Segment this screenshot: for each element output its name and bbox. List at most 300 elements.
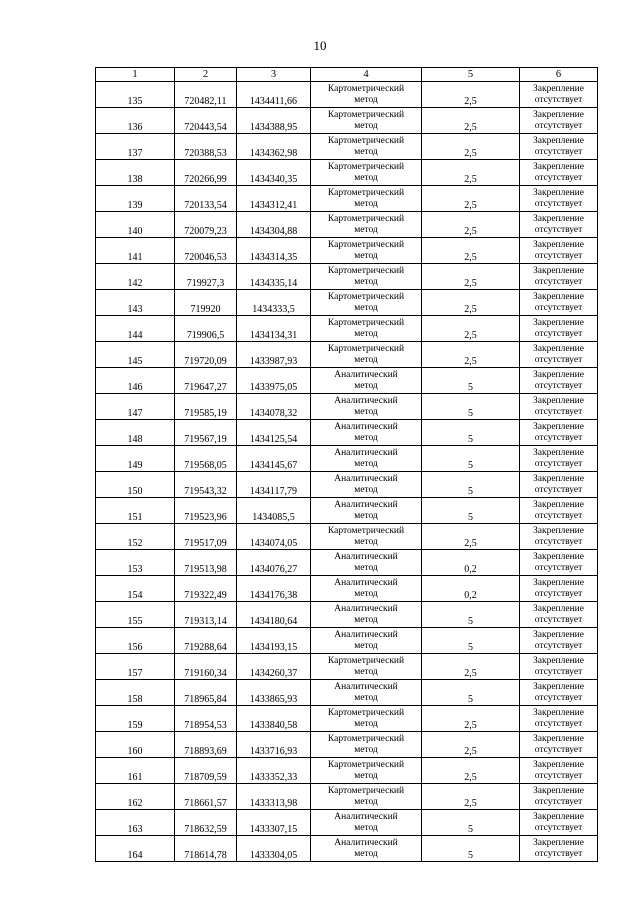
point-number-cell: 162 [96,784,175,810]
y-coordinate-cell: 1433987,93 [237,342,311,368]
method-line-1: Картометрический [327,733,405,744]
fixing-line-2: отсутствует [534,250,583,261]
y-coordinate-cell: 1434176,38 [237,576,311,602]
fixing-line-1: Закрепление [533,213,584,224]
table-row [96,108,598,134]
point-number-cell: 163 [96,810,175,836]
y-coordinate-cell: 1434078,32 [237,394,311,420]
fixing-cell [520,706,598,732]
method-cell [311,108,422,134]
fixing-cell [520,160,598,186]
method-line-1: Аналитический [334,629,398,640]
method-line-2: метод [354,822,378,833]
table-row [96,498,598,524]
y-coordinate-cell: 1434335,14 [237,264,311,290]
fixing-cell [520,342,598,368]
y-coordinate-cell: 1433304,05 [237,836,311,862]
x-coordinate-cell: 719517,09 [175,524,237,550]
table-row [96,134,598,160]
table-row [96,784,598,810]
accuracy-cell: 2,5 [422,342,520,368]
method-line-2: метод [354,562,378,573]
point-number-cell: 157 [96,654,175,680]
x-coordinate-cell: 719567,19 [175,420,237,446]
fixing-cell [520,758,598,784]
method-line-1: Аналитический [334,837,398,848]
y-coordinate-cell: 1434312,41 [237,186,311,212]
y-coordinate-cell: 1433313,98 [237,784,311,810]
fixing-line-1: Закрепление [533,447,584,458]
method-line-2: метод [354,198,378,209]
method-cell [311,394,422,420]
point-number-cell: 148 [96,420,175,446]
fixing-line-1: Закрепление [533,369,584,380]
method-line-1: Картометрический [327,343,405,354]
fixing-cell [520,212,598,238]
method-line-1: Аналитический [334,369,398,380]
y-coordinate-cell: 1433307,15 [237,810,311,836]
fixing-line-2: отсутствует [534,848,583,859]
y-coordinate-cell: 1433865,93 [237,680,311,706]
table-row [96,212,598,238]
fixing-line-2: отсутствует [534,94,583,105]
fixing-cell [520,290,598,316]
fixing-line-1: Закрепление [533,265,584,276]
point-number-cell: 147 [96,394,175,420]
accuracy-cell: 5 [422,498,520,524]
method-line-1: Картометрический [327,525,405,536]
method-cell [311,82,422,108]
method-cell [311,680,422,706]
accuracy-cell: 2,5 [422,160,520,186]
y-coordinate-cell: 1434362,98 [237,134,311,160]
method-line-2: метод [354,380,378,391]
accuracy-cell: 2,5 [422,316,520,342]
x-coordinate-cell: 719927,3 [175,264,237,290]
fixing-cell [520,602,598,628]
table-row [96,758,598,784]
method-line-2: метод [354,536,378,547]
x-coordinate-cell: 719288,64 [175,628,237,654]
method-cell [311,264,422,290]
x-coordinate-cell: 719906,5 [175,316,237,342]
fixing-line-1: Закрепление [533,343,584,354]
method-line-1: Аналитический [334,473,398,484]
method-line-2: метод [354,640,378,651]
accuracy-cell: 5 [422,628,520,654]
fixing-cell [520,550,598,576]
x-coordinate-cell: 719720,09 [175,342,237,368]
x-coordinate-cell: 720079,23 [175,212,237,238]
page-number: 10 [313,38,327,53]
table-row [96,446,598,472]
point-number-cell: 152 [96,524,175,550]
point-number-cell: 151 [96,498,175,524]
fixing-line-2: отсутствует [534,796,583,807]
fixing-line-1: Закрепление [533,655,584,666]
table-row [96,836,598,862]
table-row [96,472,598,498]
x-coordinate-cell: 719920 [175,290,237,316]
method-line-1: Аналитический [334,395,398,406]
fixing-line-2: отсутствует [534,328,583,339]
x-coordinate-cell: 720482,11 [175,82,237,108]
fixing-line-2: отсутствует [534,588,583,599]
table-body [96,82,598,862]
accuracy-cell: 2,5 [422,264,520,290]
method-cell [311,238,422,264]
column-header-2: 2 [175,68,237,82]
fixing-cell [520,732,598,758]
accuracy-cell: 5 [422,446,520,472]
x-coordinate-cell: 719322,49 [175,576,237,602]
method-line-1: Картометрический [327,759,405,770]
method-line-2: метод [354,354,378,365]
method-cell [311,446,422,472]
method-line-2: метод [354,224,378,235]
table-row [96,290,598,316]
table-row [96,550,598,576]
method-line-1: Картометрический [327,213,405,224]
x-coordinate-cell: 718709,59 [175,758,237,784]
method-cell [311,602,422,628]
table-row [96,576,598,602]
fixing-cell [520,420,598,446]
method-line-2: метод [354,328,378,339]
point-number-cell: 161 [96,758,175,784]
fixing-line-1: Закрепление [533,239,584,250]
method-line-1: Аналитический [334,681,398,692]
fixing-line-1: Закрепление [533,473,584,484]
table-row [96,628,598,654]
method-cell [311,342,422,368]
fixing-line-2: отсутствует [534,224,583,235]
table-row [96,524,598,550]
method-cell [311,472,422,498]
x-coordinate-cell: 719160,34 [175,654,237,680]
method-cell [311,524,422,550]
point-number-cell: 136 [96,108,175,134]
table-row [96,316,598,342]
method-cell [311,498,422,524]
point-number-cell: 142 [96,264,175,290]
method-line-2: метод [354,146,378,157]
method-line-1: Картометрический [327,161,405,172]
accuracy-cell: 5 [422,394,520,420]
method-cell [311,784,422,810]
y-coordinate-cell: 1434134,31 [237,316,311,342]
y-coordinate-cell: 1434145,67 [237,446,311,472]
point-number-cell: 139 [96,186,175,212]
y-coordinate-cell: 1433975,05 [237,368,311,394]
fixing-cell [520,108,598,134]
method-line-1: Аналитический [334,551,398,562]
fixing-line-1: Закрепление [533,785,584,796]
point-number-cell: 140 [96,212,175,238]
fixing-cell [520,784,598,810]
fixing-line-1: Закрепление [533,603,584,614]
table-row [96,420,598,446]
fixing-line-2: отсутствует [534,484,583,495]
method-cell [311,316,422,342]
point-number-cell: 141 [96,238,175,264]
method-cell [311,810,422,836]
accuracy-cell: 2,5 [422,134,520,160]
accuracy-cell: 2,5 [422,654,520,680]
fixing-line-1: Закрепление [533,499,584,510]
method-line-2: метод [354,276,378,287]
point-number-cell: 153 [96,550,175,576]
fixing-cell [520,576,598,602]
accuracy-cell: 5 [422,680,520,706]
fixing-line-1: Закрепление [533,291,584,302]
fixing-line-2: отсутствует [534,640,583,651]
fixing-line-2: отсутствует [534,562,583,573]
point-number-cell: 160 [96,732,175,758]
fixing-line-1: Закрепление [533,681,584,692]
method-line-2: метод [354,120,378,131]
method-cell [311,628,422,654]
fixing-cell [520,498,598,524]
method-line-2: метод [354,302,378,313]
fixing-line-2: отсутствует [534,276,583,287]
y-coordinate-cell: 1434117,79 [237,472,311,498]
fixing-cell [520,368,598,394]
y-coordinate-cell: 1433716,93 [237,732,311,758]
fixing-line-1: Закрепление [533,109,584,120]
fixing-cell [520,264,598,290]
fixing-line-1: Закрепление [533,525,584,536]
y-coordinate-cell: 1434333,5 [237,290,311,316]
fixing-line-2: отсутствует [534,380,583,391]
x-coordinate-cell: 718661,57 [175,784,237,810]
x-coordinate-cell: 718893,69 [175,732,237,758]
fixing-line-2: отсутствует [534,744,583,755]
table-row [96,706,598,732]
fixing-line-2: отсутствует [534,614,583,625]
table-row [96,160,598,186]
accuracy-cell: 5 [422,836,520,862]
x-coordinate-cell: 720443,54 [175,108,237,134]
x-coordinate-cell: 719568,05 [175,446,237,472]
point-number-cell: 156 [96,628,175,654]
accuracy-cell: 2,5 [422,108,520,134]
method-cell [311,160,422,186]
point-number-cell: 155 [96,602,175,628]
fixing-cell [520,238,598,264]
table-row [96,238,598,264]
point-number-cell: 146 [96,368,175,394]
accuracy-cell: 2,5 [422,186,520,212]
accuracy-cell: 2,5 [422,784,520,810]
method-line-1: Аналитический [334,603,398,614]
method-line-2: метод [354,770,378,781]
y-coordinate-cell: 1434411,66 [237,82,311,108]
method-cell [311,836,422,862]
method-cell [311,706,422,732]
column-header-1: 1 [96,68,175,82]
x-coordinate-cell: 718614,78 [175,836,237,862]
method-line-2: метод [354,796,378,807]
accuracy-cell: 5 [422,810,520,836]
fixing-cell [520,82,598,108]
method-line-1: Картометрический [327,265,405,276]
fixing-cell [520,472,598,498]
x-coordinate-cell: 719585,19 [175,394,237,420]
method-cell [311,186,422,212]
fixing-line-1: Закрепление [533,161,584,172]
fixing-line-2: отсутствует [534,666,583,677]
table-row [96,264,598,290]
method-line-2: метод [354,744,378,755]
x-coordinate-cell: 719543,32 [175,472,237,498]
fixing-cell [520,316,598,342]
accuracy-cell: 2,5 [422,732,520,758]
fixing-line-1: Закрепление [533,187,584,198]
method-line-2: метод [354,614,378,625]
method-cell [311,290,422,316]
method-line-2: метод [354,432,378,443]
fixing-line-2: отсутствует [534,198,583,209]
fixing-line-2: отсутствует [534,822,583,833]
method-line-2: метод [354,484,378,495]
fixing-cell [520,680,598,706]
fixing-cell [520,446,598,472]
accuracy-cell: 5 [422,602,520,628]
y-coordinate-cell: 1434076,27 [237,550,311,576]
method-line-1: Аналитический [334,811,398,822]
method-line-1: Картометрический [327,655,405,666]
x-coordinate-cell: 720046,53 [175,238,237,264]
fixing-cell [520,134,598,160]
table-header-row [96,68,598,82]
method-cell [311,420,422,446]
method-line-2: метод [354,588,378,599]
method-line-2: метод [354,458,378,469]
method-cell [311,576,422,602]
point-number-cell: 150 [96,472,175,498]
y-coordinate-cell: 1434074,05 [237,524,311,550]
x-coordinate-cell: 719647,27 [175,368,237,394]
table-row [96,732,598,758]
fixing-line-2: отсутствует [534,510,583,521]
fixing-line-1: Закрепление [533,317,584,328]
table-row [96,368,598,394]
method-line-2: метод [354,692,378,703]
fixing-line-1: Закрепление [533,395,584,406]
fixing-line-1: Закрепление [533,629,584,640]
x-coordinate-cell: 718954,53 [175,706,237,732]
point-number-cell: 159 [96,706,175,732]
fixing-line-2: отсутствует [534,146,583,157]
fixing-cell [520,836,598,862]
y-coordinate-cell: 1434340,35 [237,160,311,186]
x-coordinate-cell: 718632,59 [175,810,237,836]
method-line-1: Картометрический [327,239,405,250]
accuracy-cell: 2,5 [422,212,520,238]
accuracy-cell: 0,2 [422,550,520,576]
method-line-1: Аналитический [334,499,398,510]
method-line-1: Картометрический [327,135,405,146]
fixing-line-2: отсутствует [534,692,583,703]
fixing-cell [520,654,598,680]
fixing-line-2: отсутствует [534,406,583,417]
y-coordinate-cell: 1434304,88 [237,212,311,238]
accuracy-cell: 2,5 [422,238,520,264]
table-row [96,186,598,212]
x-coordinate-cell: 718965,84 [175,680,237,706]
fixing-cell [520,628,598,654]
method-line-1: Картометрический [327,317,405,328]
fixing-cell [520,394,598,420]
method-line-1: Картометрический [327,187,405,198]
accuracy-cell: 5 [422,472,520,498]
accuracy-cell: 2,5 [422,524,520,550]
method-line-1: Картометрический [327,785,405,796]
point-number-cell: 149 [96,446,175,472]
fixing-line-2: отсутствует [534,172,583,183]
fixing-line-1: Закрепление [533,421,584,432]
method-line-1: Картометрический [327,707,405,718]
y-coordinate-cell: 1434193,15 [237,628,311,654]
fixing-line-2: отсутствует [534,770,583,781]
y-coordinate-cell: 1434125,54 [237,420,311,446]
method-cell [311,654,422,680]
fixing-cell [520,810,598,836]
fixing-line-2: отсутствует [534,718,583,729]
point-number-cell: 158 [96,680,175,706]
method-line-1: Картометрический [327,291,405,302]
point-number-cell: 164 [96,836,175,862]
fixing-line-1: Закрепление [533,811,584,822]
y-coordinate-cell: 1433352,33 [237,758,311,784]
y-coordinate-cell: 1434180,64 [237,602,311,628]
method-cell [311,134,422,160]
point-number-cell: 154 [96,576,175,602]
accuracy-cell: 2,5 [422,290,520,316]
point-number-cell: 138 [96,160,175,186]
fixing-line-2: отсутствует [534,536,583,547]
method-cell [311,368,422,394]
method-cell [311,758,422,784]
x-coordinate-cell: 719523,96 [175,498,237,524]
y-coordinate-cell: 1434388,95 [237,108,311,134]
column-header-5: 5 [422,68,520,82]
fixing-line-2: отсутствует [534,432,583,443]
table-row [96,602,598,628]
fixing-cell [520,524,598,550]
fixing-line-1: Закрепление [533,135,584,146]
point-number-cell: 137 [96,134,175,160]
column-header-6: 6 [520,68,598,82]
fixing-line-1: Закрепление [533,707,584,718]
method-line-2: метод [354,718,378,729]
method-line-1: Аналитический [334,421,398,432]
point-number-cell: 144 [96,316,175,342]
x-coordinate-cell: 720266,99 [175,160,237,186]
accuracy-cell: 0,2 [422,576,520,602]
table-row [96,342,598,368]
method-cell [311,212,422,238]
accuracy-cell: 5 [422,368,520,394]
fixing-line-1: Закрепление [533,577,584,588]
fixing-line-1: Закрепление [533,83,584,94]
table-row [96,680,598,706]
method-line-1: Картометрический [327,109,405,120]
column-header-3: 3 [237,68,311,82]
y-coordinate-cell: 1434314,35 [237,238,311,264]
fixing-cell [520,186,598,212]
